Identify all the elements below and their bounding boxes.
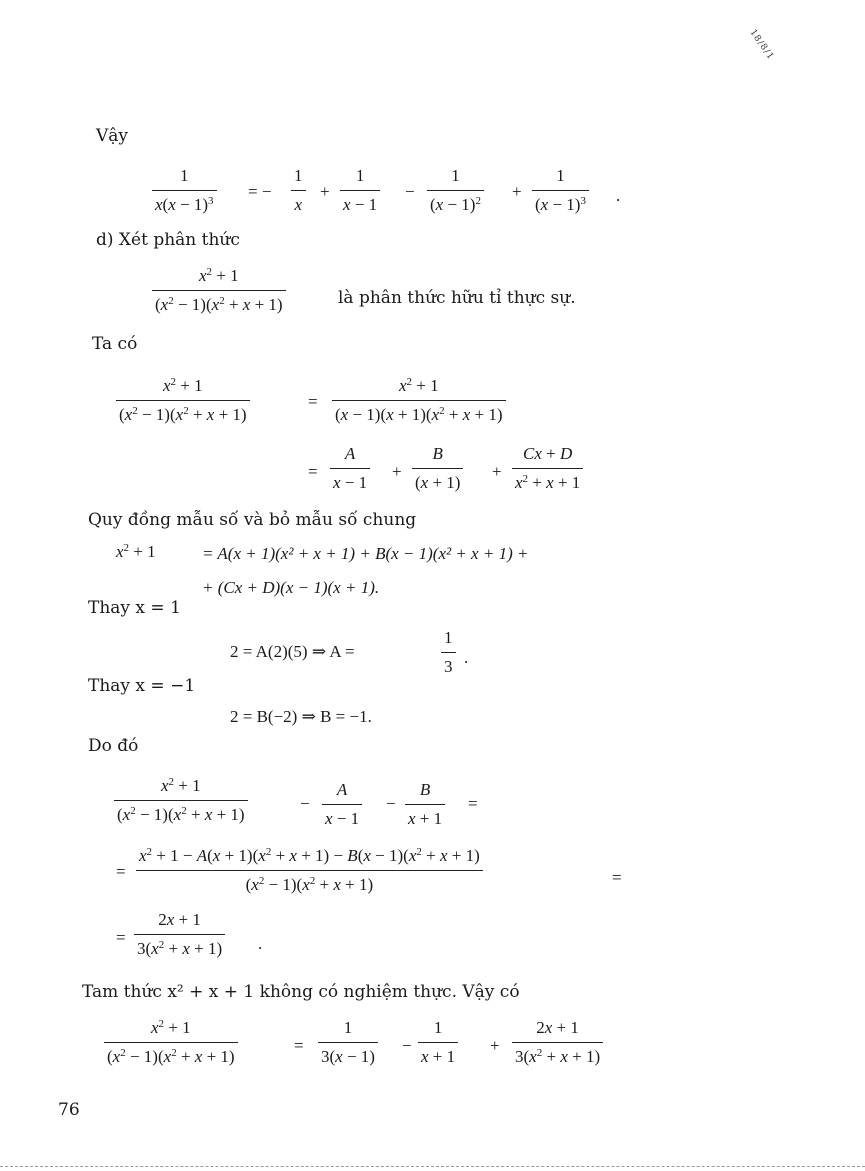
eq5-lhs-fraction: $x^2 + 1$ $(x^2 - 1)(x^2 + x + 1)$ [114,776,248,825]
thay-x1-label: Thay x = 1 [88,598,181,618]
eq1-minus: − [405,182,415,201]
textbook-page: 18/8/1 Vậy 1 $x(x - 1)^3$ = − 1 x + 1 x − 1 − 1 $(x - 1)^2$ + 1 $(x - 1)^3$ . d) Xét phân thức $x^2 + 1$ $(x^2 - 1)(x^2 + x + 1)$ là phân thức hữu tỉ thực sự. Ta có $x^2 + 1$ $(x^2 - 1)(x^2 + x + 1)$ = $x^2 + 1$ $(x - 1)(x + 1)(x^2 + x + 1)$ = A x − 1 + B (x + 1) + Cx + D $x^2 + x + 1$ Quy đồng mẫu số và bỏ mẫu số chung $x^2 + 1$ = A(x + 1)(x² + x + 1) + B(x − 1)(x² + x + 1) + + (Cx + D)(x − 1)(x + 1). Thay x = 1 2 = A(2)(5) ⇒ A = 1 3 . Thay x = −1 2 = B(−2) ⇒ B = −1. Do đó $x^2 + 1$ $(x^2 - 1)(x^2 + x + 1)$ − A x − 1 − B x + 1 = = $x^2 + 1 - A(x + 1)(x^2 + x + 1) - B(x - 1)(x^2 + x + 1)$ $(x^2 - 1)(x^2 + x + 1)$ = = 2x + 1 $3(x^2 + x + 1)$ . Tam thức x² + x + 1 không có nghiệm thực. Vậy có $x^2 + 1$ $(x^2 - 1)(x^2 + x + 1)$ = 1 3(x − 1) − 1 x + 1 + 2x + 1 $3(x^2 + x + 1)$ 76 [0,0,865,1171]
eq1-lhs-fraction: 1 $x(x - 1)^3$ [152,166,217,215]
part-d-heading: d) Xét phân thức [96,230,240,250]
eq1-term3: 1 $(x - 1)^2$ [427,166,484,215]
eq4-term-cd: Cx + D $x^2 + x + 1$ [512,444,583,493]
page-stamp: 18/8/1 [747,27,776,63]
eq3-lhs-fraction: $x^2 + 1$ $(x^2 - 1)(x^2 + x + 1)$ [116,376,250,425]
eq1-term1: 1 x [291,166,306,215]
eq-x1: 2 = A(2)(5) ⇒ A = [230,642,355,661]
vay-label: Vậy [96,126,129,146]
expand-line-1: = A(x + 1)(x² + x + 1) + B(x − 1)(x² + x + 1) + [202,544,529,563]
eq6-big-fraction: $x^2 + 1 - A(x + 1)(x^2 + x + 1) - B(x - 1)(x^2 + x + 1)$ $(x^2 - 1)(x^2 + x + 1)$ [136,846,483,895]
eq5-b-term: B x + 1 [405,780,445,829]
page-bottom-edge [0,1166,865,1167]
eq-xm1: 2 = B(−2) ⇒ B = −1. [230,707,372,726]
eq8-term2: 1 x + 1 [418,1018,458,1067]
eq8-lhs-fraction: $x^2 + 1$ $(x^2 - 1)(x^2 + x + 1)$ [104,1018,238,1067]
eq1-term2: 1 x − 1 [340,166,380,215]
eq1-equals: = − [248,182,272,201]
eq4-term-b: B (x + 1) [412,444,463,493]
eq8-term1: 1 3(x − 1) [318,1018,378,1067]
eq1-plus2: + [512,182,522,201]
eq5-a-term: A x − 1 [322,780,362,829]
ta-co-label: Ta có [92,334,138,354]
eq7-fraction: 2x + 1 $3(x^2 + x + 1)$ [134,910,225,959]
eq4-term-a: A x − 1 [330,444,370,493]
do-do-label: Do đó [88,736,139,756]
eq1-term4: 1 $(x - 1)^3$ [532,166,589,215]
expand-line-2: + (Cx + D)(x − 1)(x + 1). [202,578,380,597]
quy-dong-text: Quy đồng mẫu số và bỏ mẫu số chung [88,510,417,530]
page-number: 76 [58,1100,80,1120]
thay-xm1-label: Thay x = −1 [88,676,196,696]
eq8-term3: 2x + 1 $3(x^2 + x + 1)$ [512,1018,603,1067]
eq1-plus1: + [320,182,330,201]
eq2-fraction: $x^2 + 1$ $(x^2 - 1)(x^2 + x + 1)$ [152,266,286,315]
tam-thuc-text: Tam thức x² + x + 1 không có nghiệm thực. Vậy có [82,982,520,1002]
eq3-rhs-fraction: $x^2 + 1$ $(x - 1)(x + 1)(x^2 + x + 1)$ [332,376,506,425]
expand-lhs: $x^2 + 1$ [116,542,156,561]
a-value-fraction: 1 3 [441,628,456,677]
proper-fraction-text: là phân thức hữu tỉ thực sự. [338,288,576,308]
